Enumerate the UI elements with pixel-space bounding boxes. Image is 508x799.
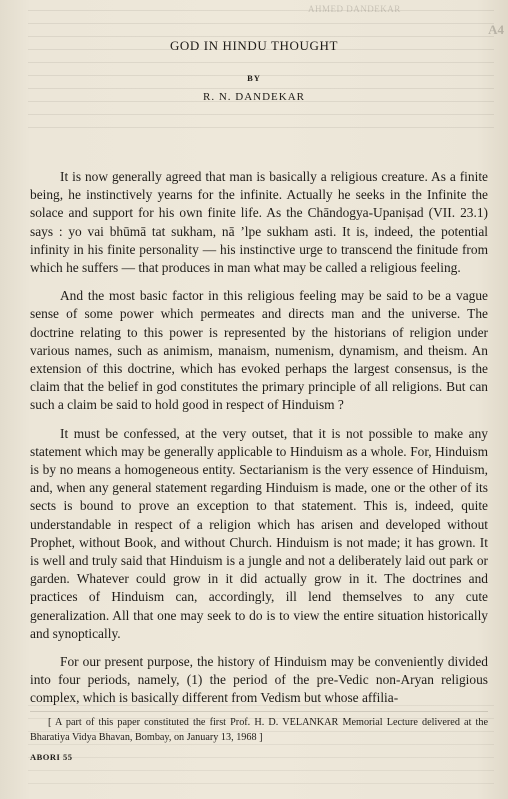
- running-head-ghost: AHMED DANDEKAR: [308, 4, 401, 14]
- paragraph: It is now generally agreed that man is basically a religious creature. As a finite being, he instinctively yearns for the infinite. Actually he seeks in the Infinite the solace and support for his own finite life. As the Chāndogya-Upaniṣad (VII. 23.1) says : yo vai bhūmā tat sukham, nā ’lpe sukham asti. It is, indeed, the potential infinity in his finite personality — his instinctive urge to transcend the finitude from which he suffers — that produces in man what may be called a religious feeling.: [30, 169, 488, 276]
- corner-mark: A4: [488, 22, 504, 37]
- byline: BY: [247, 73, 261, 83]
- footnote: [30, 716, 488, 745]
- footnote-text: [ A part of this paper constituted the first Prof. H. D. VELANKAR Memorial Lecture delivered at the Bharatiya Vidya Bhavan, Bombay, on January 13, 1968 ]: [30, 717, 488, 743]
- article-title: GOD IN HINDU THOUGHT: [169, 38, 339, 53]
- footnote-divider: [30, 711, 488, 712]
- author-name: R. N. DANDEKAR: [203, 91, 305, 103]
- page-signature: ABORI 55: [30, 752, 73, 762]
- paragraph: It must be confessed, at the very outset, that it is not possible to make any statement which may be generally applicable to Hinduism as a whole. For, Hinduism is by no means a homogeneous entity. Sectarianism is the very essence of Hinduism, and, when any general statement regarding Hinduism is made, one or the other of its sects is bound to prove an exception to that statement. This is, indeed, quite understandable in respect of a religion which has arisen and developed without Prophet, without Book, and without Church. Hinduism is not made; it has grown. It is well and truly said that Hinduism is a jungle and not a deliberately laid out park or garden. Whatever could grow in it did actually grow in it. The doctrines and practices of Hinduism can, accordingly, ill lend themselves to any cute generalization. All that one may seek to do is to view the entire situation historically and synoptically.: [30, 425, 488, 641]
- article-body: [30, 168, 488, 708]
- paragraph: And the most basic factor in this religious feeling may be said to be a vague sense of some power which permeates and directs man and the universe. The doctrine relating to this power is represented by the historians of religion under various names, such as animism, manaism, numenism, dynamism, and theism. An extension of this doctrine, which has evoked perhaps the largest consensus, is the claim that the belief in god constitutes the primary principle of all religions. But can such a claim be said to hold good in respect of Hinduism ?: [30, 288, 488, 413]
- paragraph: For our present purpose, the history of Hinduism may be conveniently divided into four periods, namely, (1) the period of the pre-Vedic non-Aryan religious complex, which is basically different from Vedism but whose affilia-: [30, 654, 488, 706]
